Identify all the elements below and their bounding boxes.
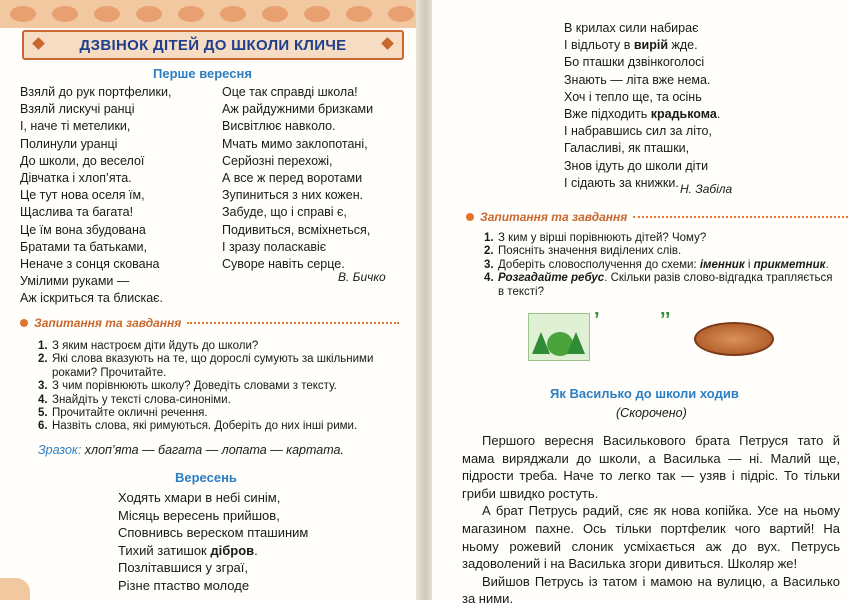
trees-picture — [528, 313, 590, 361]
poem-line: Це тут нова оселя їм, — [20, 188, 145, 203]
question-item: 3. Доберіть словосполучення до схеми: іменник і прикметник. — [484, 258, 829, 271]
poem-line: Місяць вересень прийшов, — [118, 507, 280, 523]
story-paragraph: Першого вересня Василькового брата Петруся тато й мама виряджали до школи, а Василька — ні. Малий ще, підрости треба. Наче то легко так — узяв і підріс. То тільки гриби швидко ростуть. — [462, 433, 840, 501]
poem-line: Забуде, що і справі є, — [222, 205, 347, 220]
poem-author: Н. Забіла — [680, 182, 733, 196]
section-banner — [22, 30, 404, 60]
bullet-icon — [466, 213, 474, 221]
question-item: 4. Знайдіть у тексті слова-синоніми. — [38, 393, 231, 406]
poem-line: Аж райдужними бризками — [222, 102, 374, 117]
poem-line: Братами та батьками, — [20, 239, 147, 254]
question-item: 5. Прочитайте окличні речення. — [38, 407, 208, 420]
poem-line: Різне птаство молоде — [118, 577, 250, 593]
poem-line: Мчать мимо заклопотані, — [222, 136, 368, 151]
poem-line: Аж іскриться та блискає. — [20, 291, 164, 306]
rebus-apostrophe: ’ — [594, 309, 600, 331]
dotted-divider — [633, 216, 848, 218]
questions-list — [484, 232, 839, 299]
poem1-author: В. Бичко — [338, 270, 386, 284]
poem-line: Тихий затишок дібров. — [118, 542, 258, 558]
example-label: Зразок: — [38, 443, 82, 457]
sieve-picture — [694, 322, 774, 356]
poem-title-pershe-veresnia: Перше вересня — [153, 66, 252, 81]
poem-line: Зупиниться з них кожен. — [222, 188, 364, 203]
question-item: 2. Які слова вказують на те, що дорослі сумують за шкільними роками? Прочитайте. — [38, 353, 374, 379]
poem-line: До школи, до веселої — [20, 153, 145, 168]
poem-line: Бо пташки дзвінкоголосі — [564, 55, 705, 70]
example-text: хлоп’ята — багата — лопата — картата. — [84, 443, 344, 457]
question-item: 4. Розгадайте ребус. Скільки разів слово-відгадка трапляється в тексті? — [484, 272, 833, 298]
poem-line: Полинули уранці — [20, 136, 118, 151]
question-item: 2. Поясніть значення виділених слів. — [484, 245, 682, 258]
poem-line: І зразу поласкавіє — [222, 239, 327, 254]
story-title: Як Василько до школи ходив — [550, 386, 739, 401]
question-item: 3. З чим порівнюють школу? Доведіть словами з тексту. — [38, 380, 337, 393]
story-subtitle: (Скорочено) — [616, 406, 687, 420]
question-item: 6. Назвіть слова, які римуються. Доберіть до них інші рими. — [38, 420, 358, 433]
poem-line: Умілими руками — — [20, 274, 130, 289]
poem-line: Щаслива та багата! — [20, 205, 134, 220]
poem-line: І відльоту в вирій жде. — [564, 38, 698, 53]
poem-line: Серйозні перехожі, — [222, 153, 333, 168]
example-line — [38, 443, 344, 457]
poem-line: Висвітлює навколо. — [222, 119, 336, 134]
poem-line: Ходять хмари в небі синім, — [118, 490, 281, 505]
poem-line: Неначе з сонця скована — [20, 257, 160, 272]
section-title: ДЗВІНОК ДІТЕЙ ДО ШКОЛИ КЛИЧЕ — [79, 36, 347, 54]
poem-line: В крилах сили набирає — [564, 21, 699, 35]
poem-line: І, наче ті метелики, — [20, 119, 131, 134]
dotted-divider — [187, 322, 399, 324]
poem-line: Суворе навіть серце. — [222, 257, 345, 272]
poem-line: Взялй до рук портфелики, — [20, 85, 172, 99]
questions-heading — [20, 316, 399, 330]
top-ornament — [0, 0, 418, 28]
bottom-ornament — [0, 578, 30, 600]
story-text — [462, 432, 840, 608]
story-paragraph: Вийшов Петрусь із татом і мамою на вулицю, а Василько за ними. — [462, 573, 840, 607]
poem-line: Вже підходить крадькома. — [564, 107, 721, 122]
poem-line: Сповнивсь вереском пташиним — [118, 525, 309, 540]
rebus-apostrophes: ’’ — [660, 309, 671, 331]
poem2-lines — [118, 489, 308, 594]
poem-line: Хоч і тепло ще, та осінь — [564, 89, 702, 104]
story-paragraph: А брат Петрусь радий, сяє як нова копійка. Усе на ньому магазином пахне. Ось тільки портфелик чого вартий! На ньому рожевий слоник усміхається аж до вух. Петрусь задоволений і на Василька згори дивиться. Школяр же! — [462, 503, 840, 572]
poem-line: Оце так справді школа! — [222, 85, 358, 99]
question-item: 1. З яким настроєм діти йдуть до школи? — [38, 340, 259, 352]
questions-heading — [466, 210, 848, 224]
right-page — [432, 0, 850, 607]
poem1-column-2 — [222, 84, 373, 273]
poem-line: Це їм вона збудована — [20, 222, 146, 237]
poem-line: Галасливі, як пташки, — [564, 141, 690, 156]
poem-line: І сідають за книжки. — [564, 175, 679, 190]
question-item: 1. З ким у вірші порівнюють дітей? Чому? — [484, 232, 707, 244]
questions-label: Запитання та завдання — [34, 316, 182, 330]
left-page — [0, 0, 418, 600]
bullet-icon — [20, 319, 28, 327]
poem-line: Знов ідуть до школи діти — [564, 158, 709, 173]
poem-line: І набравшись сил за літо, — [564, 124, 712, 139]
poem-line: Позлітавшися у зграї, — [118, 560, 248, 575]
poem-line: Знають — літа вже нема. — [564, 72, 711, 87]
poem-line: Взялй лискучі ранці — [20, 102, 135, 117]
poem-line: Дівчатка і хлоп’ята. — [20, 171, 132, 186]
poem-title-veresen: Вересень — [175, 470, 237, 485]
poem-continuation — [564, 20, 720, 192]
questions-label: Запитання та завдання — [480, 210, 628, 224]
poem-line: А все ж перед воротами — [222, 171, 363, 186]
poem-line: Подивиться, всміхнеться, — [222, 222, 371, 237]
questions-list — [38, 340, 398, 434]
poem1-column-1 — [20, 84, 171, 308]
